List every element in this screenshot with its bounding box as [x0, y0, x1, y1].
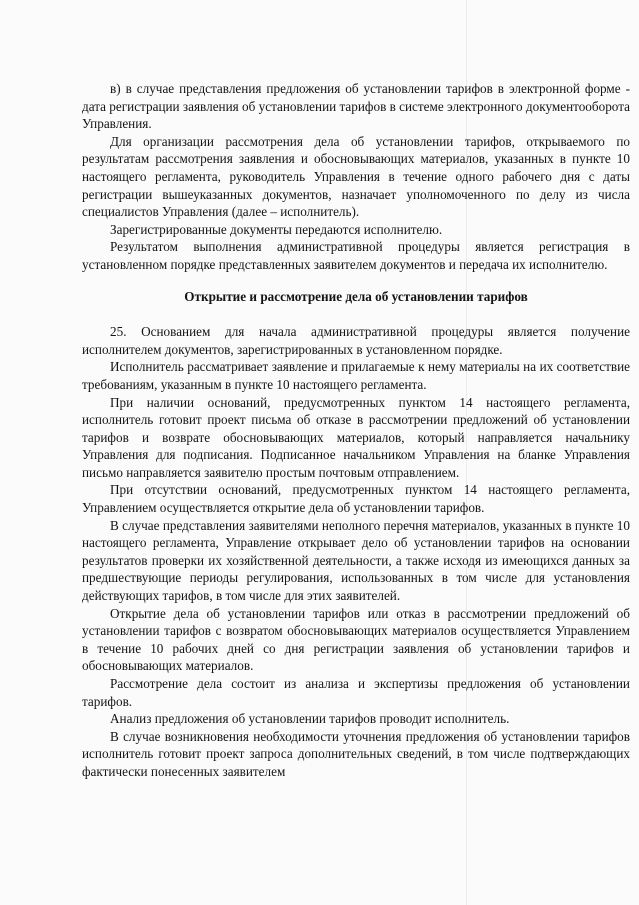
paragraph-docs-transferred: Зарегистрированные документы передаются исполнителю. — [110, 221, 443, 237]
paragraph-refusal-grounds: При наличии оснований, предусмотренных пунктом 14 настоящего регламента, исполнитель готовит проект письма об отказе в рассмотрении предложений об установлении тарифов и возврате обосновывающих материалов, который направляется начальнику Управления для подписания. Подписанное начальником Управления на бланке Управления письмо направляется заявителю простым почтовым отправлением. — [82, 394, 630, 480]
paragraph-incomplete-materials: В случае представления заявителями неполного перечня материалов, указанных в пункте 10 настоящего регламента, Управление открывает дело об установлении тарифов на основании результатов проверки их хозяйственной деятельности, а также исходя из имеющихся данных за предшествующие периоды регулирования, использованных в том числе для установления действующих тарифов, в том числе для этих заявителей. — [82, 517, 630, 604]
document-page — [82, 80, 630, 781]
paragraph-analysis: Анализ предложения об установлении тарифов проводит исполнитель. — [110, 711, 510, 727]
paragraph-procedure-result: Результатом выполнения административной процедуры является регистрация в установленном порядке представленных заявителем документов и передача их исполнителю. — [82, 239, 630, 272]
paragraph-assign-executor: Для организации рассмотрения дела об установлении тарифов, открываемого по результатам рассмотрения заявления и обосновывающих материалов, указанных в пункте 10 настоящего регламента, руководитель Управления в течение одного рабочего дня с даты регистрации вышеуказанных документов, назначает уполномоченного по делу из числа специалистов Управления (далее – исполнитель). — [82, 133, 630, 220]
paragraph-opening-deadline: Открытие дела об установлении тарифов или отказ в рассмотрении предложений об установлении тарифов с возвратом обосновывающих материалов осуществляется Управлением в течение 10 рабочих дней со дня регистрации заявления об установлении тарифов и обосновывающих материалов. — [82, 605, 630, 674]
paragraph-case-opening: При отсутствии оснований, предусмотренных пунктом 14 настоящего регламента, Управлением осуществляется открытие дела об установлении тарифов. — [82, 482, 630, 516]
paragraph-25: 25. Основанием для начала административной процедуры является получение исполнителем документов, зарегистрированных в установленном порядке. — [82, 324, 630, 357]
section-heading: Открытие и рассмотрение дела об установлении тарифов — [184, 288, 528, 304]
paragraph-clarification: В случае возникновения необходимости уточнения предложения об установлении тарифов исполнитель готовит проект запроса дополнительных сведений, в том числе подтверждающих фактически понесенных заявителем — [82, 728, 630, 779]
paragraph-review-application: Исполнитель рассматривает заявление и прилагаемые к нему материалы на их соответствие требованиям, указанным в пункте 10 настоящего регламента. — [82, 359, 630, 392]
paragraph-case-consideration: Рассмотрение дела состоит из анализа и экспертизы предложения об установлении тарифов. — [82, 676, 630, 709]
paragraph-item-v: в) в случае представления предложения об установлении тарифов в электронной форме - дата регистрации заявления об установлении тарифов в системе электронного документооборота Управления. — [82, 81, 630, 132]
